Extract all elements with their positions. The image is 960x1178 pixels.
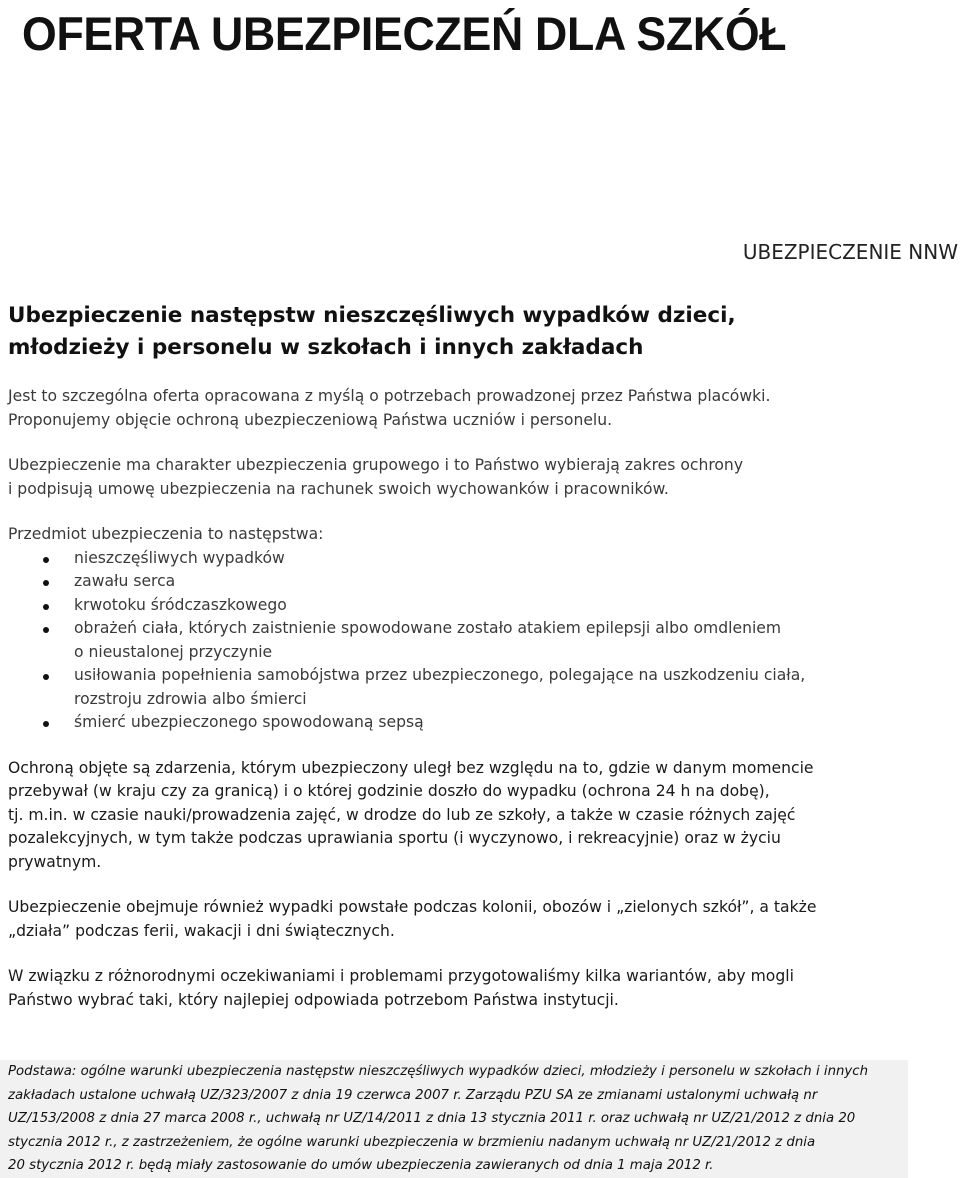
subheading-line: Ubezpieczenie następstw nieszczęśliwych wypadków dzieci,	[8, 303, 736, 328]
list-item-text: nieszczęśliwych wypadków	[74, 548, 285, 567]
list-item-text: zawału serca	[74, 572, 176, 590]
text-line: Ubezpieczenie obejmuje również wypadki powstałe podczas kolonii, obozów i „zielonych szkół”, a także	[8, 898, 817, 916]
scope-intro: Przedmiot ubezpieczenia to następstwa:	[8, 525, 324, 543]
list-item	[8, 711, 943, 735]
note-line: UZ/153/2008 z dnia 27 marca 2008 r., uchwałą nr UZ/14/2011 z dnia 13 stycznia 2011 r. oraz uchwałą nr UZ/21/2012 z dnia 20	[8, 1111, 856, 1127]
text-line: Ubezpieczenie ma charakter ubezpieczenia grupowego i to Państwo wybierają zakres ochrony	[8, 456, 744, 474]
list-item	[8, 594, 943, 618]
list-item	[8, 664, 943, 711]
text-line: prywatnym.	[8, 852, 102, 871]
camps-paragraph	[8, 896, 943, 943]
bullet-icon	[43, 557, 49, 563]
scope-list	[8, 547, 943, 735]
subheading-line: młodzieży i personelu w szkołach i innych zakładach	[8, 335, 644, 360]
subheading	[8, 300, 943, 364]
note-line: zakładach ustalone uchwałą UZ/323/2007 z dnia 19 czerwca 2007 r. Zarządu PZU SA ze zmianami ustalonymi uchwałą nr	[8, 1087, 818, 1103]
text-line: Jest to szczególna oferta opracowana z myślą o potrzebach prowadzonej przez Państwa placówki.	[8, 387, 771, 405]
bullet-icon	[43, 604, 49, 610]
list-item-text: obrażeń ciała, których zaistnienie spowodowane zostało atakiem epilepsji albo omdleniem	[74, 619, 782, 637]
page-title: OFERTA UBEZPIECZEŃ DLA SZKÓŁ	[22, 7, 787, 60]
bullet-icon	[43, 721, 49, 727]
text-line: „działa” podczas ferii, wakacji i dni świątecznych.	[8, 921, 395, 940]
legal-basis-note	[0, 1060, 908, 1178]
variants-paragraph	[8, 965, 943, 1012]
note-line: Podstawa: ogólne warunki ubezpieczenia następstw nieszczęśliwych wypadków dzieci, młodzieży i personelu w szkołach i innych	[8, 1064, 869, 1079]
text-line: W związku z różnorodnymi oczekiwaniami i problemami przygotowaliśmy kilka wariantów, aby mogli	[8, 967, 794, 985]
list-item-text: rozstroju zdrowia albo śmierci	[74, 689, 307, 708]
list-item	[8, 547, 943, 571]
coverage-paragraph	[8, 757, 943, 875]
bullet-icon	[43, 627, 49, 633]
list-item-text: o nieustalonej przyczynie	[74, 642, 273, 661]
list-item-text: śmierć ubezpieczonego spowodowaną sepsą	[74, 713, 424, 731]
text-line: przebywał (w kraju czy za granicą) i o której godzinie doszło do wypadku (ochrona 24 h na dobę),	[8, 782, 770, 800]
list-item-text: usiłowania popełnienia samobójstwa przez ubezpieczonego, polegające na uszkodzeniu ciała,	[74, 666, 806, 684]
text-line: tj. m.in. w czasie nauki/prowadzenia zajęć, w drodze do lub ze szkoły, a także w czasie różnych zajęć	[8, 805, 796, 824]
note-line: 20 stycznia 2012 r. będą miały zastosowanie do umów ubezpieczenia zawieranych od dnia 1 maja 2012 r.	[8, 1158, 714, 1174]
text-line: Państwo wybrać taki, który najlepiej odpowiada potrzebom Państwa instytucji.	[8, 990, 619, 1009]
text-line: Proponujemy objęcie ochroną ubezpieczeniową Państwa uczniów i personelu.	[8, 410, 613, 429]
group-character-paragraph	[8, 454, 943, 501]
intro-paragraph	[8, 385, 943, 432]
note-line: stycznia 2012 r., z zastrzeżeniem, że ogólne warunki ubezpieczenia w brzmieniu nadanym uchwałą nr UZ/21/2012 z dnia	[8, 1134, 816, 1150]
text-line: i podpisują umowę ubezpieczenia na rachunek swoich wychowanków i pracowników.	[8, 479, 669, 498]
document-body	[8, 300, 943, 1034]
list-item	[8, 570, 943, 594]
list-item-text: krwotoku śródczaszkowego	[74, 595, 287, 614]
list-item	[8, 617, 943, 664]
bullet-icon	[43, 674, 49, 680]
text-line: Ochroną objęte są zdarzenia, którym ubezpieczony uległ bez względu na to, gdzie w danym momencie	[8, 758, 814, 777]
section-label: UBEZPIECZENIE NNW	[742, 240, 958, 264]
text-line: pozalekcyjnych, w tym także podczas uprawiania sportu (i wyczynowo, i rekreacyjnie) oraz w życiu	[8, 829, 781, 847]
bullet-icon	[43, 580, 49, 586]
